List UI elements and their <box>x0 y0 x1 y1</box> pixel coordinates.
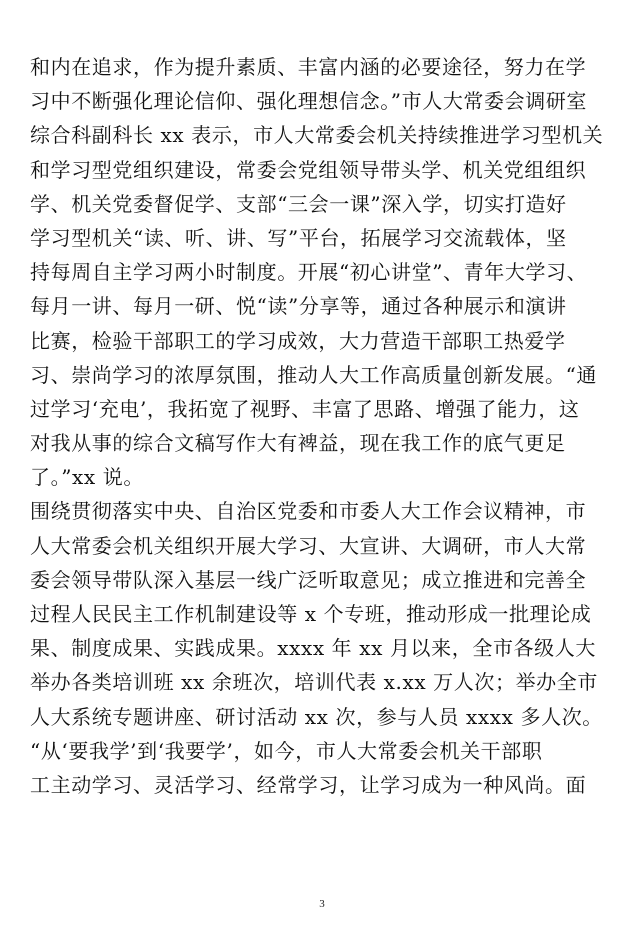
text-line: 委会领导带队深入基层一线广泛听取意见；成立推进和完善全 <box>30 567 587 592</box>
text-line: 人大常委会机关组织开展大学习、大宣讲、大调研，市人大常 <box>30 533 587 558</box>
text-line: 对我从事的综合文稿写作大有裨益，现在我工作的底气更足 <box>30 431 566 456</box>
text-line: 举办各类培训班 xx 余班次，培训代表 x.xx 万人次；举办全市 <box>30 670 598 695</box>
text-line: 了。”xx 说。 <box>30 465 144 490</box>
text-line: “从‘要我学’到‘我要学’，如今，市人大常委会机关干部职 <box>30 738 543 763</box>
text-line: 综合科副科长 xx 表示，市人大常委会机关持续推进学习型机关 <box>30 123 604 148</box>
text-line: 比赛，检验干部职工的学习成效，大力营造干部职工热爱学 <box>30 328 566 353</box>
text-line: 和学习型党组织建设，常委会党组领导带头学、机关党组组织 <box>30 157 587 182</box>
text-line: 人大系统专题讲座、研讨活动 xx 次，参与人员 xxxx 多人次。 <box>30 704 603 729</box>
text-line: 学、机关党委督促学、支部“三会一课”深入学，切实打造好 <box>30 191 567 216</box>
text-line: 围绕贯彻落实中央、自治区党委和市委人大工作会议精神，市 <box>30 499 587 524</box>
text-line: 持每周自主学习两小时制度。开展“初心讲堂”、青年大学习、 <box>30 260 588 285</box>
text-line: 过学习‘充电’，我拓宽了视野、丰富了思路、增强了能力，这 <box>30 396 580 421</box>
page-number: 3 <box>319 898 325 910</box>
text-line: 学习型机关“读、听、讲、写”平台，拓展学习交流载体，坚 <box>30 225 567 250</box>
text-line: 工主动学习、灵活学习、经常学习，让学习成为一种风尚。面 <box>30 772 587 797</box>
text-line: 习、崇尚学习的浓厚氛围，推动人大工作高质量创新发展。“通 <box>30 362 598 387</box>
text-line: 果、制度成果、实践成果。xxxx 年 xx 月以来，全市各级人大 <box>30 636 596 661</box>
text-line: 和内在追求，作为提升素质、丰富内涵的必要途径，努力在学 <box>30 55 587 79</box>
text-line: 每月一讲、每月一研、悦“读”分享等，通过各种展示和演讲 <box>30 294 567 319</box>
text-line: 过程人民民主工作机制建设等 x 个专班，推动形成一批理论成 <box>30 602 592 626</box>
text-line: 习中不断强化理论信仰、强化理想信念。”市人大常委会调研室 <box>30 89 588 114</box>
body-text <box>30 50 620 802</box>
